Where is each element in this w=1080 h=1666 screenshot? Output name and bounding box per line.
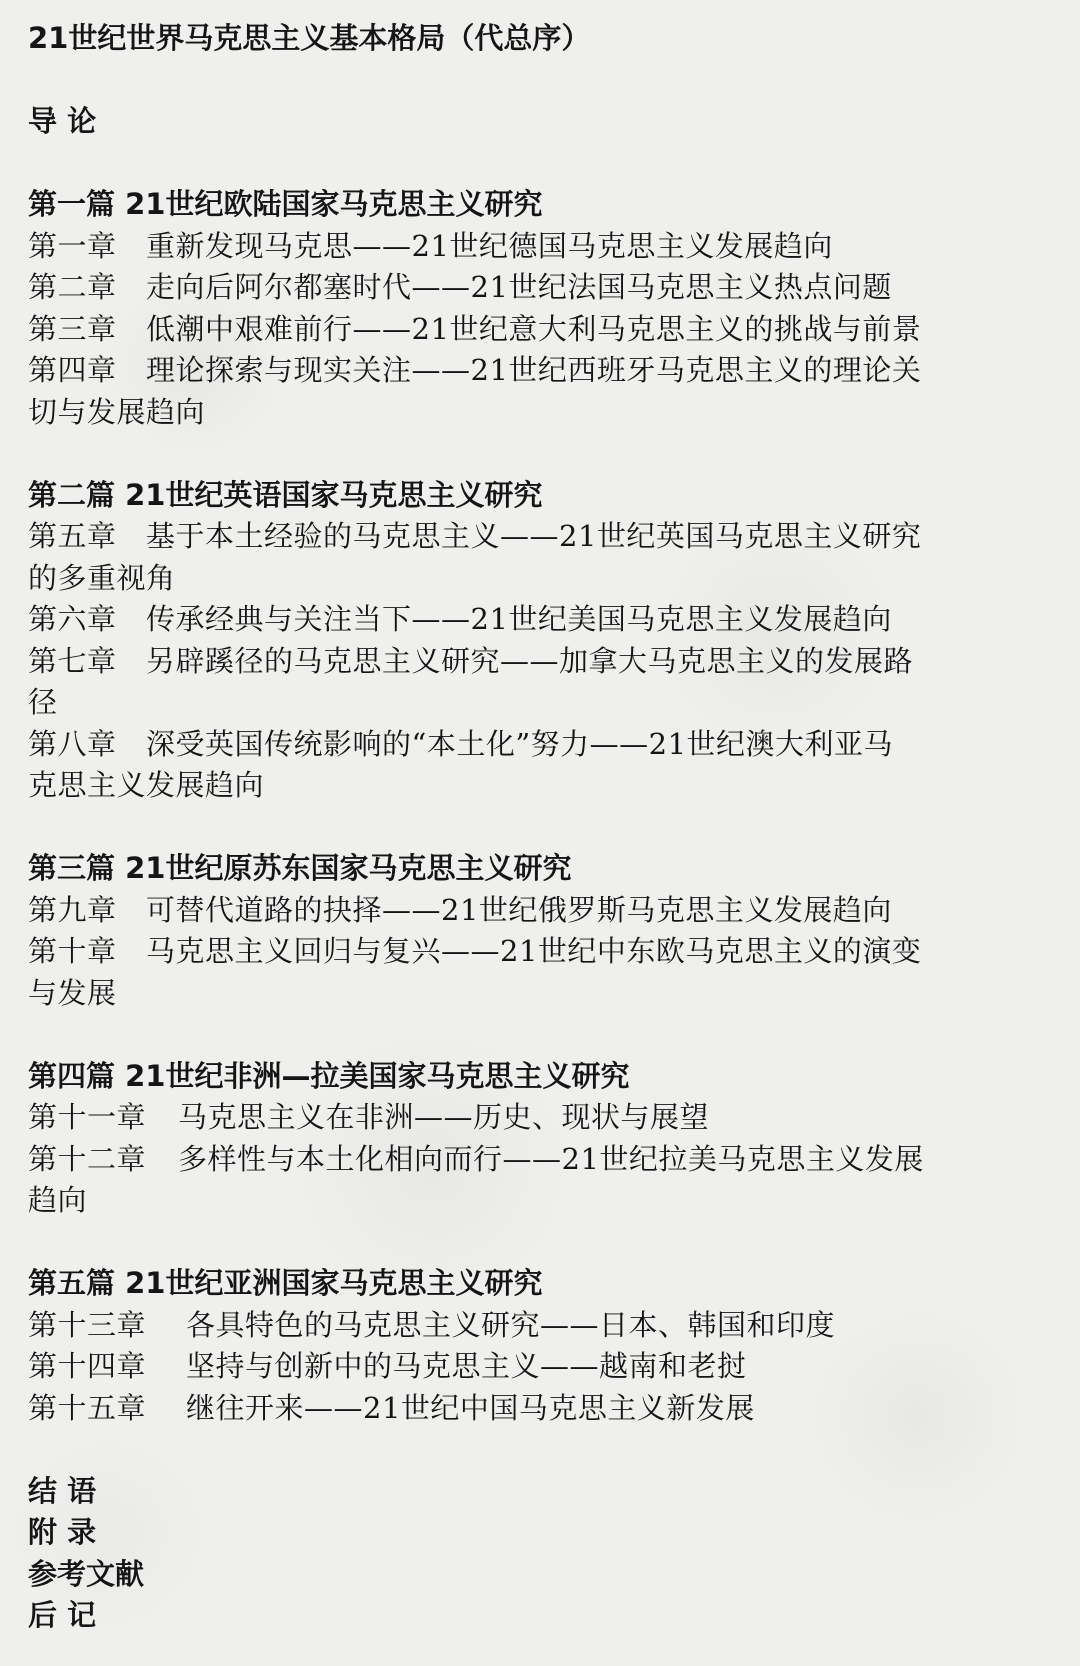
chapter-number: 第十一章 <box>28 1100 147 1134</box>
chapter-entry <box>28 309 1058 351</box>
chapter-title: 深受英国传统影响的“本土化”努力——21世纪澳大利亚马 <box>146 726 894 761</box>
chapter-entry <box>28 1139 1058 1181</box>
chapter-entry <box>28 267 1058 309</box>
chapter-entry <box>28 516 1058 558</box>
chapter-number: 第十章 <box>28 934 117 968</box>
toc-intro: 导 论 <box>28 104 97 138</box>
part-title: 第二篇 21世纪英语国家马克思主义研究 <box>28 477 543 512</box>
chapter-title-continued: 的多重视角 <box>28 560 176 595</box>
part-title: 第四篇 21世纪非洲—拉美国家马克思主义研究 <box>28 1058 630 1093</box>
chapter-entry <box>28 350 1058 392</box>
table-of-contents <box>28 18 1058 1637</box>
chapter-title: 传承经典与关注当下——21世纪美国马克思主义发展趋向 <box>146 602 892 636</box>
chapter-title: 各具特色的马克思主义研究——日本、韩国和印度 <box>186 1307 836 1342</box>
chapter-number: 第十五章 <box>28 1390 147 1425</box>
chapter-title: 另辟蹊径的马克思主义研究——加拿大马克思主义的发展路 <box>146 643 914 678</box>
chapter-title-continued: 径 <box>28 685 58 719</box>
chapter-number: 第十二章 <box>28 1141 147 1176</box>
chapter-number: 第七章 <box>28 643 117 678</box>
chapter-title: 基于本土经验的马克思主义——21世纪英国马克思主义研究 <box>146 519 922 553</box>
chapter-title-continued: 克思主义发展趋向 <box>28 768 265 802</box>
chapter-title-continued: 切与发展趋向 <box>28 394 206 429</box>
toc-afterword: 后 记 <box>28 1598 97 1632</box>
toc-appendix: 附 录 <box>28 1515 97 1549</box>
chapter-entry <box>28 1346 1058 1388</box>
chapter-title: 走向后阿尔都塞时代——21世纪法国马克思主义热点问题 <box>146 270 892 304</box>
chapter-number: 第六章 <box>28 602 117 636</box>
chapter-number: 第三章 <box>28 311 117 346</box>
toc-references: 参考文献 <box>28 1556 145 1591</box>
chapter-entry <box>28 226 1058 268</box>
toc-preface: 21世纪世界马克思主义基本格局（代总序） <box>28 21 591 55</box>
part-title: 第一篇 21世纪欧陆国家马克思主义研究 <box>28 187 543 221</box>
chapter-title-continued: 与发展 <box>28 975 117 1010</box>
part-title: 第三篇 21世纪原苏东国家马克思主义研究 <box>28 851 572 885</box>
chapter-entry <box>28 931 1058 973</box>
toc-conclusion: 结 语 <box>28 1473 97 1508</box>
chapter-entry <box>28 599 1058 641</box>
chapter-title: 重新发现马克思——21世纪德国马克思主义发展趋向 <box>146 228 833 263</box>
chapter-title: 低潮中艰难前行——21世纪意大利马克思主义的挑战与前景 <box>146 311 922 346</box>
chapter-entry <box>28 890 1058 932</box>
chapter-entry <box>28 1097 1058 1139</box>
chapter-title: 继往开来——21世纪中国马克思主义新发展 <box>186 1390 755 1425</box>
chapter-title: 理论探索与现实关注——21世纪西班牙马克思主义的理论关 <box>146 353 922 387</box>
chapter-entry <box>28 1305 1058 1347</box>
chapter-number: 第五章 <box>28 519 117 553</box>
chapter-title-continued: 趋向 <box>28 1183 88 1217</box>
chapter-number: 第十四章 <box>28 1349 147 1383</box>
chapter-entry <box>28 641 1058 683</box>
chapter-entry <box>28 724 1058 766</box>
chapter-title: 多样性与本土化相向而行——21世纪拉美马克思主义发展 <box>178 1141 924 1176</box>
chapter-number: 第一章 <box>28 228 117 263</box>
chapter-title: 坚持与创新中的马克思主义——越南和老挝 <box>186 1349 747 1383</box>
chapter-number: 第二章 <box>28 270 117 304</box>
part-title: 第五篇 21世纪亚洲国家马克思主义研究 <box>28 1266 543 1300</box>
chapter-title: 马克思主义回归与复兴——21世纪中东欧马克思主义的演变 <box>146 934 922 968</box>
chapter-number: 第十三章 <box>28 1307 147 1342</box>
chapter-number: 第四章 <box>28 353 117 387</box>
chapter-entry <box>28 1388 1058 1430</box>
chapter-title: 马克思主义在非洲——历史、现状与展望 <box>178 1100 710 1134</box>
chapter-title: 可替代道路的抉择——21世纪俄罗斯马克思主义发展趋向 <box>146 892 892 927</box>
chapter-number: 第九章 <box>28 892 117 927</box>
chapter-number: 第八章 <box>28 726 117 761</box>
